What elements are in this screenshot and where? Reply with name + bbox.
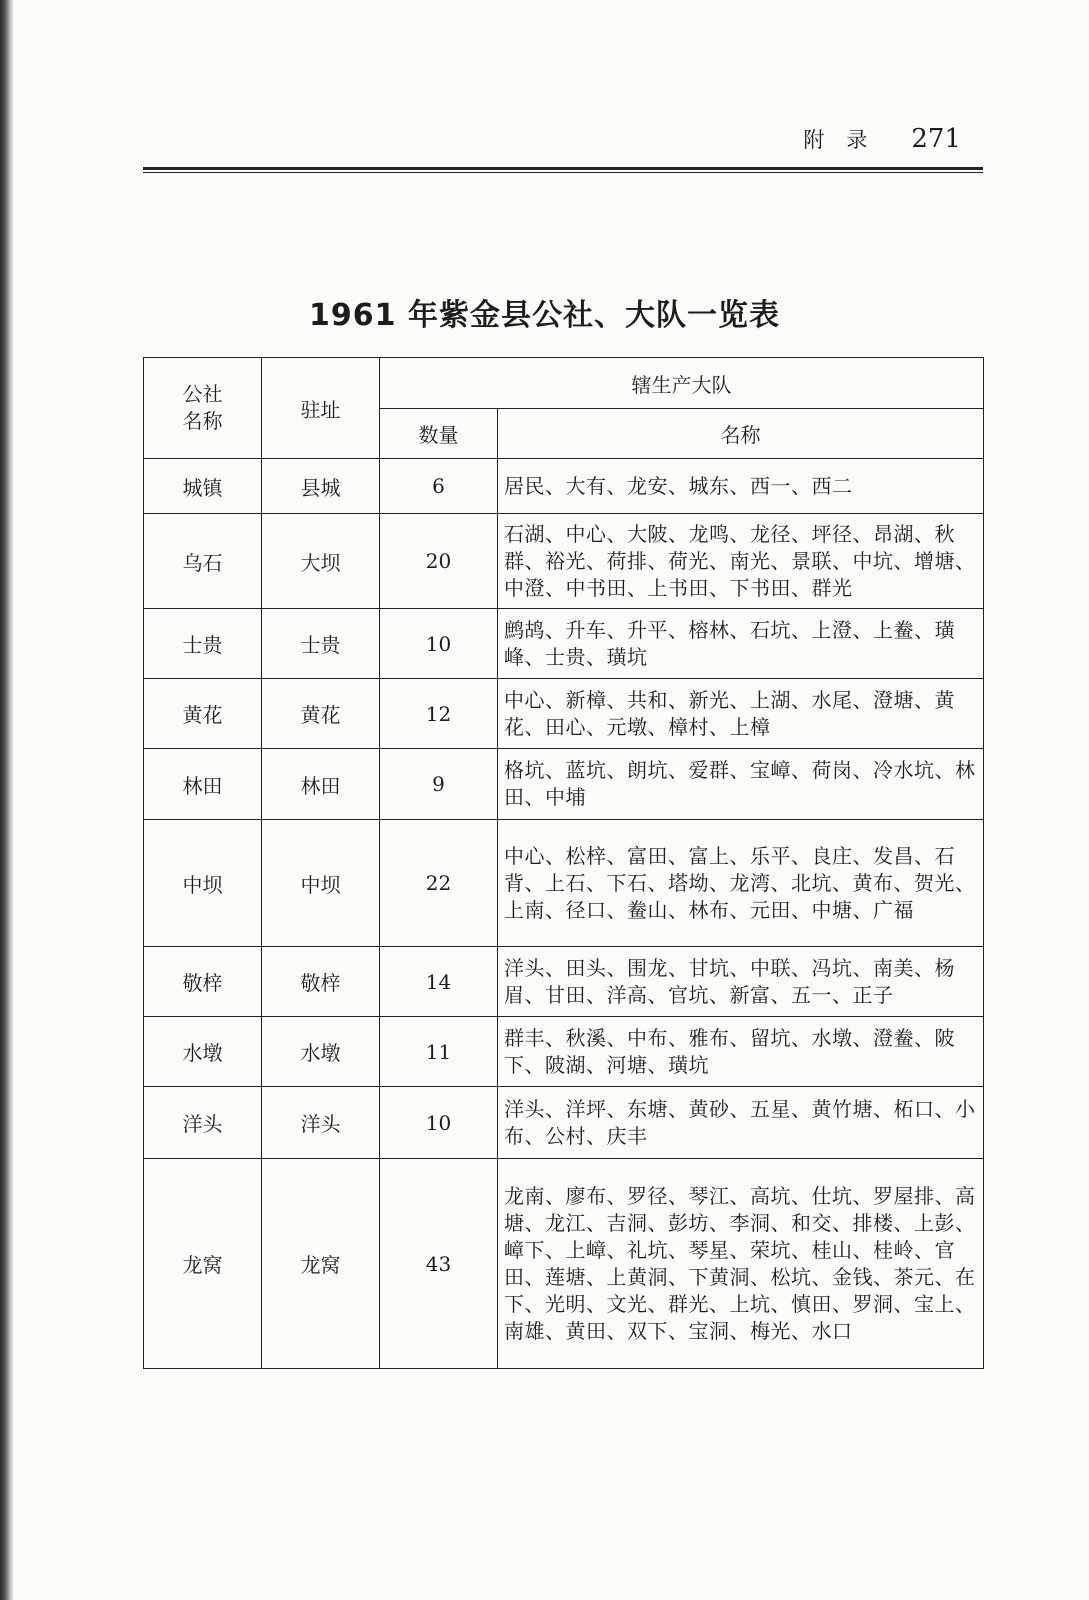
count-cell: 10	[380, 609, 498, 679]
brigade-names-cell: 石湖、中心、大陂、龙鸣、龙径、坪径、昂湖、秋群、裕光、荷排、荷光、南光、景联、中坑、增塘、中澄、中书田、上书田、下书田、群光	[498, 514, 984, 609]
seat-cell: 林田	[262, 749, 380, 820]
brigade-names-cell: 群丰、秋溪、中布、雅布、留坑、水墩、澄鲞、陂下、陂湖、河塘、璜坑	[498, 1017, 984, 1087]
table-row	[144, 459, 984, 514]
table-row	[144, 1159, 984, 1369]
seat-cell: 县城	[262, 459, 380, 514]
count-cell: 22	[380, 820, 498, 947]
running-head	[803, 124, 961, 154]
brigade-names-cell: 鹧鸪、升车、升平、榕林、石坑、上澄、上鲞、璜峰、士贵、璜坑	[498, 609, 984, 679]
commune-cell: 龙窝	[144, 1159, 262, 1369]
count-cell: 6	[380, 459, 498, 514]
commune-cell: 水墩	[144, 1017, 262, 1087]
running-head-section: 附录	[803, 128, 890, 152]
commune-cell: 敬梓	[144, 947, 262, 1017]
table-row	[144, 514, 984, 609]
commune-cell: 林田	[144, 749, 262, 820]
count-cell: 14	[380, 947, 498, 1017]
brigade-names-cell: 洋头、洋坪、东塘、黄砂、五星、黄竹塘、柘口、小布、公村、庆丰	[498, 1087, 984, 1159]
count-cell: 20	[380, 514, 498, 609]
count-cell: 9	[380, 749, 498, 820]
commune-cell: 洋头	[144, 1087, 262, 1159]
commune-cell: 中坝	[144, 820, 262, 947]
table-row	[144, 947, 984, 1017]
table-row	[144, 679, 984, 749]
header-seat: 驻址	[262, 358, 380, 459]
brigade-names-cell: 中心、松梓、富田、富上、乐平、良庄、发昌、石背、上石、下石、塔坳、龙湾、北坑、黄布、贺光、上南、径口、鲞山、林布、元田、中塘、广福	[498, 820, 984, 947]
brigade-names-cell: 居民、大有、龙安、城东、西一、西二	[498, 459, 984, 514]
commune-cell: 士贵	[144, 609, 262, 679]
brigade-names-cell: 龙南、廖布、罗径、琴江、高坑、仕坑、罗屋排、高塘、龙江、吉洞、彭坊、李洞、和交、排楼、上彭、嶂下、上嶂、礼坑、琴星、荣坑、桂山、桂岭、官田、莲塘、上黄洞、下黄洞、松坑、金钱、茶元、在下、光明、文光、群光、上坑、慎田、罗洞、宝上、南雄、黄田、双下、宝洞、梅光、水口	[498, 1159, 984, 1369]
seat-cell: 黄花	[262, 679, 380, 749]
table-row	[144, 1087, 984, 1159]
seat-cell: 敬梓	[262, 947, 380, 1017]
brigade-names-cell: 中心、新樟、共和、新光、上湖、水尾、澄塘、黄花、田心、元墩、樟村、上樟	[498, 679, 984, 749]
header-count: 数量	[380, 409, 498, 459]
header-brigades-group: 辖生产大队	[380, 358, 984, 409]
seat-cell: 洋头	[262, 1087, 380, 1159]
seat-cell: 士贵	[262, 609, 380, 679]
commune-cell: 城镇	[144, 459, 262, 514]
document-title: 1961 年紫金县公社、大队一览表	[309, 298, 780, 333]
seat-cell: 中坝	[262, 820, 380, 947]
count-cell: 43	[380, 1159, 498, 1369]
commune-brigade-table	[143, 357, 984, 1369]
count-cell: 12	[380, 679, 498, 749]
seat-cell: 水墩	[262, 1017, 380, 1087]
header-commune-name-line1: 公社	[182, 382, 223, 406]
page-binding-edge	[0, 0, 14, 1600]
seat-cell: 龙窝	[262, 1159, 380, 1369]
header-rule-thick	[143, 167, 983, 170]
table-row	[144, 820, 984, 947]
seat-cell: 大坝	[262, 514, 380, 609]
page-number: 271	[911, 124, 961, 154]
brigade-names-cell: 格坑、蓝坑、朗坑、爱群、宝嶂、荷岗、冷水坑、林田、中埔	[498, 749, 984, 820]
table-row	[144, 749, 984, 820]
commune-cell: 黄花	[144, 679, 262, 749]
count-cell: 11	[380, 1017, 498, 1087]
commune-cell: 乌石	[144, 514, 262, 609]
table-row	[144, 1017, 984, 1087]
header-commune-name	[144, 358, 262, 459]
table-row	[144, 609, 984, 679]
header-rule-thin	[143, 172, 983, 173]
count-cell: 10	[380, 1087, 498, 1159]
header-names: 名称	[498, 409, 984, 459]
header-commune-name-line2: 名称	[182, 409, 223, 433]
brigade-names-cell: 洋头、田头、围龙、甘坑、中联、冯坑、南美、杨眉、甘田、洋高、官坑、新富、五一、正子	[498, 947, 984, 1017]
